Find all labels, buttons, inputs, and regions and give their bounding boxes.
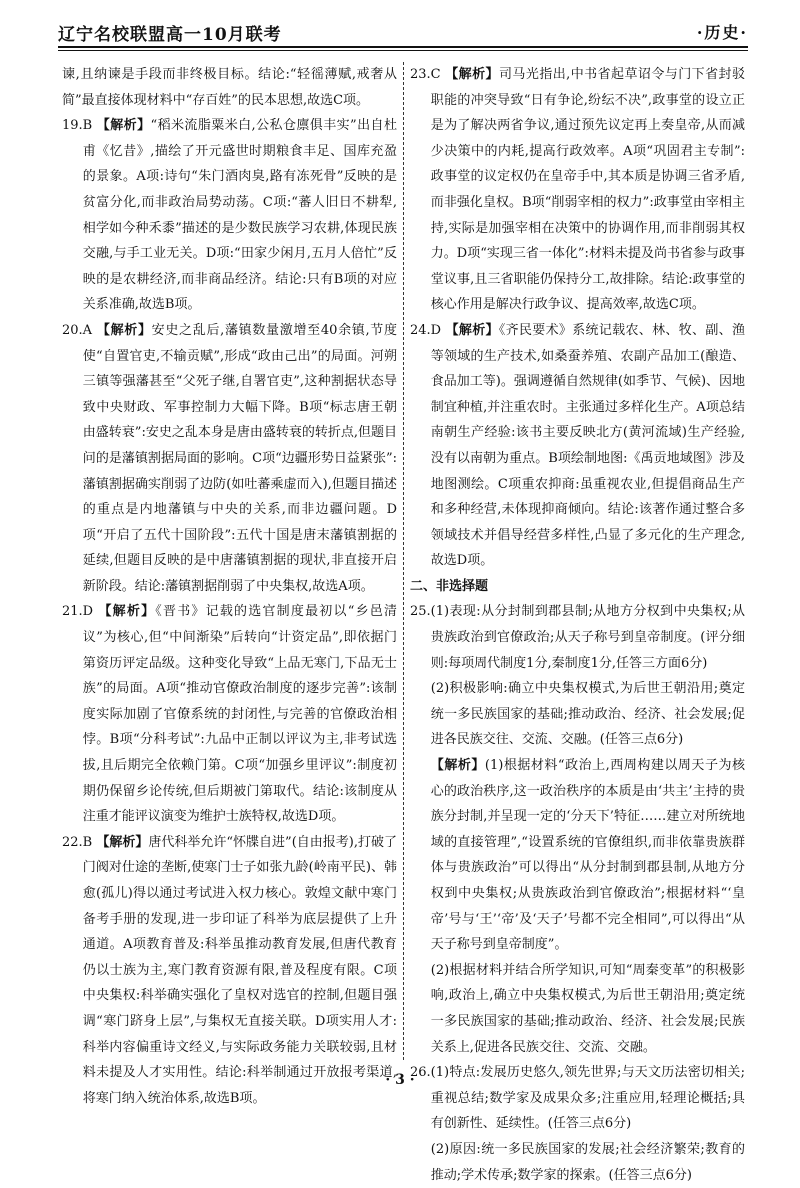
subject-label: ·历史· — [696, 23, 748, 42]
answer-number: 23.C — [410, 67, 441, 82]
left-column — [62, 62, 397, 1111]
answer-25-part2: (2)积极影响:确立中央集权模式,为后世王朝沿用;奠定统一多民族国家的基础;推动政治、经济、社会发展;促进各民族交往、交流、交融。(任答三点6分) — [430, 681, 745, 748]
answer-20 — [62, 318, 397, 600]
answer-body: “稻米流脂粟米白,公私仓廪俱丰实”出自杜甫《忆昔》,描绘了开元盛世时期粮食丰足、国库充盈的景象。A项:诗句“朱门酒肉臭,路有冻死骨”反映的是贫富分化,而非政治局势动荡。C项:“蕃人旧日不耕犁,相学如今种禾黍”描述的是少数民族学习农耕,体现民族交融,与手工业无关。D项:“田家少闲月,五月人倍忙”反映的是农耕经济,而非商品经济。结论:只有B项的对应关系准确,故选B项。 — [82, 118, 397, 313]
answer-number: 24.D — [410, 322, 442, 338]
page-number: · 3 · — [385, 1072, 415, 1088]
answer-25-analysis — [410, 753, 745, 958]
analysis-tag: 【解析】 — [96, 322, 152, 338]
answer-24 — [410, 318, 745, 574]
answer-26-part2: (2)原因:统一多民族国家的发展;社会经济繁荣;教育的推动;学术传承;数学家的探索。(任答三点6分) — [430, 1141, 745, 1183]
section-heading: 二、非选择题 — [410, 578, 489, 594]
analysis-tag: 【解析】 — [96, 834, 149, 850]
page-header — [58, 10, 748, 44]
answer-number: 20.A — [62, 322, 93, 338]
answer-25-part1: 25.(1)表现:从分封制到郡县制;从地方分权到中央集权;从贵族政治到官僚政治;从天子称号到皇帝制度。(评分细则:每项周代制度1分,秦制度1分,任答三方面6分) — [410, 604, 745, 671]
answer-body: 《晋书》记载的选官制度最初以“乡邑清议”为核心,但“中间渐染”后转向“计资定品”,即依据门第资历评定品级。这种变化导致“上品无寒门,下品无士族”的局面。A项“推动官僚政治制度的逐步完善”:该制度实际加剧了官僚系统的封闭性,与完善的官僚政治相悖。B项“分科考试”:九品中正制以评议为主,非考试选拔,且后期完全依赖门第。C项“加强乡里评议”:制度初期仍保留乡论传统,但后期被门第取代。结论:该制度从注重才能评议演变为维护士族特权,故选D项。 — [82, 604, 397, 825]
analysis-tag: 【解析】 — [445, 67, 499, 82]
answer-number: 21.D — [62, 604, 94, 620]
exam-title: 辽宁名校联盟高一10月联考 — [58, 25, 282, 45]
answer-body: 《齐民要术》系统记载农、林、牧、副、渔等领域的生产技术,如桑蚕养殖、农副产品加工(酿造、食品加工等)。强调遵循自然规律(如季节、气候)、因地制宜种植,并注重农时。主张通过多样化生产。A项总结南朝生产经验:该书主要反映北方(黄河流域)生产经验,没有以南朝为重点。B项绘制地图:《禹贡地域图》涉及地图测绘。C项重农抑商:虽重视农业,但提倡商品生产和多种经营,未体现抑商倾向。结论:该著作通过整合多领域技术并倡导经营多样性,凸显了多元化的生产理念,故选D项。 — [430, 322, 746, 569]
answer-number: 19.B — [62, 118, 93, 134]
header-rule-thick — [58, 46, 748, 48]
header-rule-thin — [58, 50, 748, 51]
answer-19 — [62, 113, 397, 318]
column-divider — [403, 62, 404, 1060]
answer-25-analysis-2: (2)根据材料并结合所学知识,可知“周秦变革”的积极影响,政治上,确立中央集权模式,为后世王朝沿用;奠定统一多民族国家的基础;推动政治、经济、社会发展;民族关系上,促进各民族交往、交流、交融。 — [430, 962, 745, 1055]
continued-paragraph: 谏,且纳谏是手段而非终极目标。结论:“轻徭薄赋,戒奢从简”最直接体现材料中“存百姓”的民本思想,故选C项。 — [62, 67, 397, 108]
answer-number: 22.B — [62, 834, 93, 850]
answer-body: 安史之乱后,藩镇数量激增至40余镇,节度使“自置官吏,不输贡赋”,形成“政由己出”的局面。河朔三镇等强藩甚至“父死子继,自署官吏”,这种割据状态导致中央财政、军事控制力大幅下降。B项“标志唐王朝由盛转衰”:安史之乱本身是唐由盛转衰的转折点,但题目问的是藩镇割据局面的影响。C项“边疆形势日益紧张”:藩镇割据确实削弱了边防(如吐蕃乘虚而入),但题目描述的重点是内地藩镇与中央的关系,而非边疆问题。D项“开启了五代十国阶段”:五代十国是唐末藩镇割据的延续,但题目反映的是中唐藩镇割据的现状,非直接开启新阶段。结论:藩镇割据削弱了中央集权,故选A项。 — [82, 322, 397, 594]
answer-body: 唐代科举允许“怀牒自进”(自由报考),打破了门阀对仕途的垄断,使寒门士子如张九龄(岭南平民)、韩愈(孤儿)得以通过考试进入权力核心。敦煌文献中寒门备考手册的发现,进一步印证了科举为底层提供了上升通道。A项教育普及:科举虽推动教育发展,但唐代教育仍以士族为主,寒门教育资源有限,普及程度有限。C项中央集权:科举确实强化了皇权对选官的控制,但题目强调“寒门跻身上层”,与集权无直接关联。D项实用人才:科举内容偏重诗文经义,与实际政务能力关联较弱,且材料未提及人才实用性。结论:科举制通过开放报考渠道,将寒门纳入统治体系,故选B项。 — [82, 834, 397, 1106]
analysis-tag: 【解析】 — [96, 118, 151, 134]
analysis-tag: 【解析】 — [98, 604, 156, 620]
answer-21 — [62, 599, 397, 829]
right-column — [410, 62, 745, 1188]
answer-26-part1: 26.(1)特点:发展历史悠久,领先世界;与天文历法密切相关;重视总结;数学家及成果众多;注重应用,轻理论概括;具有创新性、延续性。(任答三点6分) — [410, 1065, 745, 1132]
analysis-tag: 【解析】 — [430, 758, 485, 774]
answer-23 — [410, 62, 745, 318]
answer-22 — [62, 830, 397, 1112]
answer-body: 司马光指出,中书省起草诏令与门下省封驳职能的冲突导致“日有争论,纷纭不决”,政事堂的设立正是为了解决两省争议,通过预先议定再上奏皇帝,从而减少决策中的内耗,提高行政效率。A项“巩固君主专制”:政事堂的议定权仍在皇帝手中,其本质是协调三省矛盾,而非强化皇权。B项“削弱宰相的权力”:政事堂由宰相主持,实际是加强宰相在决策中的协调作用,而非削弱其权力。D项“实现三省一体化”:材料未提及尚书省参与政事堂议事,且三省职能仍保持分工,故排除。结论:政事堂的核心作用是解决行政争议、提高效率,故选C项。 — [430, 67, 745, 313]
analysis-tag: 【解析】 — [445, 322, 499, 338]
analysis-body: (1)根据材料“政治上,西周构建以周天子为核心的政治秩序,这一政治秩序的本质是由‘共主’主持的贵族分封制,并呈现一定的‘分天下’特征……建立对所统地域的直接管理”,“设置系统的官僚组织,而非依靠贵族群体与贵族政治”可以得出“从分封制到郡县制,从地方分权到中央集权;从贵族政治到官僚政治”;根据材料“‘皇帝’号与‘王’‘帝’及‘天子’号都不完全相同”,可以得出“从天子称号到皇帝制度”。 — [430, 758, 745, 953]
